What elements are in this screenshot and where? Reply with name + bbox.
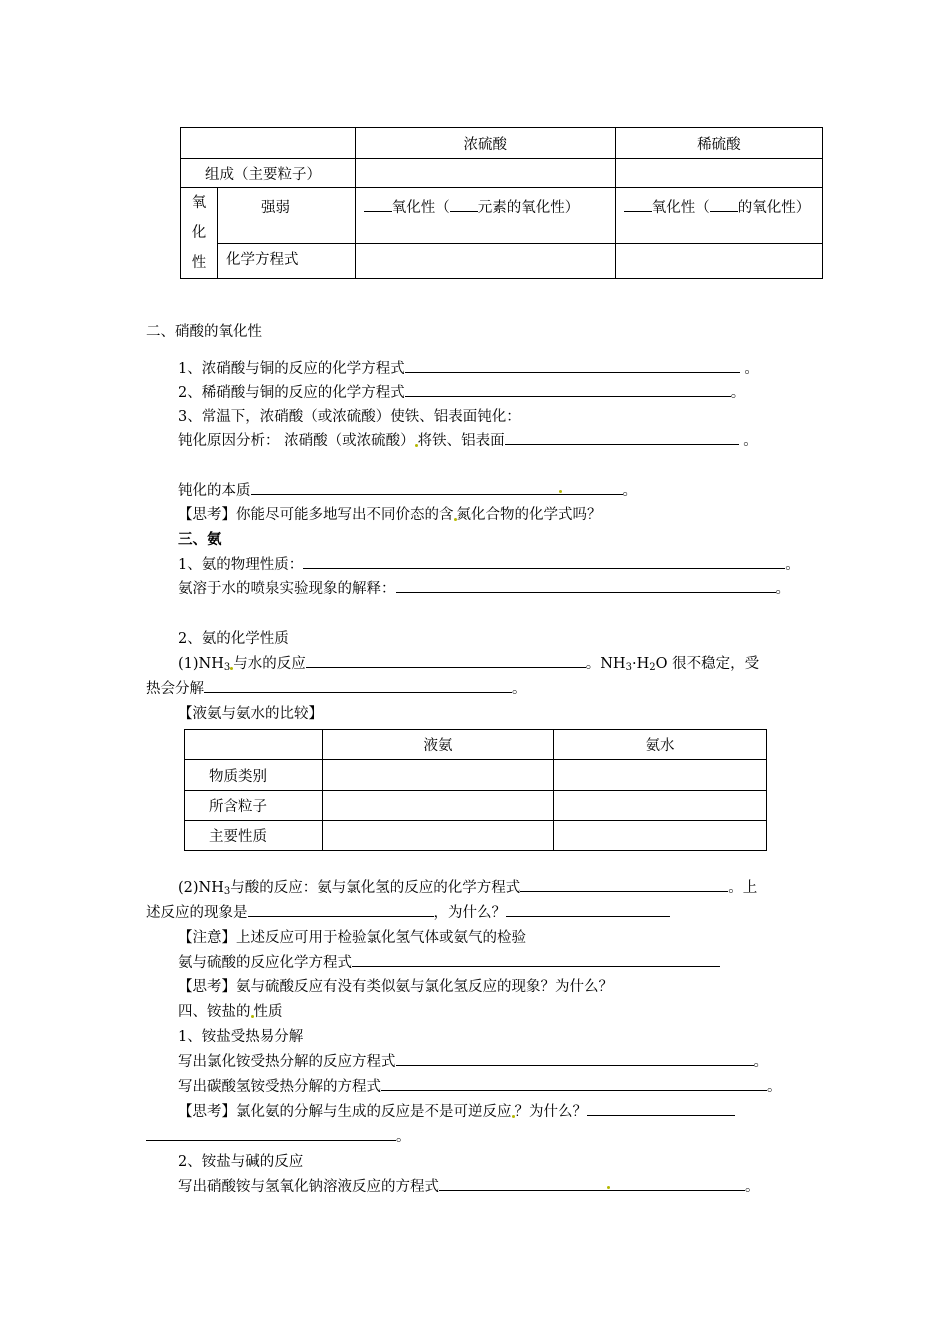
section3-think: 【思考】氨与硫酸反应有没有类似氨与氯化氢反应的现象？为什么？ xyxy=(178,979,613,995)
answer-line[interactable] xyxy=(381,1076,767,1091)
text: 氧化性（ xyxy=(391,200,450,216)
dot-mark xyxy=(607,1186,610,1189)
answer-line[interactable] xyxy=(520,877,728,892)
text: 。上 xyxy=(728,880,758,896)
ammonia-compare-table xyxy=(184,729,767,851)
text: 与酸的反应：氨与氯化氢的反应的化学方程式 xyxy=(230,880,521,896)
text: 性质 xyxy=(253,1004,283,1020)
answer-line[interactable] xyxy=(506,902,670,917)
text: 氧化性（ xyxy=(651,200,710,216)
answer-line[interactable] xyxy=(505,430,739,445)
text: 。 xyxy=(730,385,746,401)
table2-row-label: 主要性质 xyxy=(185,821,323,851)
text: ·H xyxy=(631,656,650,672)
answer-line[interactable] xyxy=(248,902,434,917)
oxidizing-char: 性 xyxy=(191,255,207,271)
section3-sulfuric xyxy=(178,951,720,972)
section4-heat: 1、铵盐受热易分解 xyxy=(178,1029,304,1045)
oxidizing-char: 氧 xyxy=(191,195,207,211)
text: 将铁、铝表面 xyxy=(417,433,505,449)
table2-cell[interactable] xyxy=(323,791,554,821)
oxidizing-char: 化 xyxy=(191,225,207,241)
section4-title xyxy=(178,1000,283,1021)
section2-essence xyxy=(178,479,637,500)
section3-note: 【注意】上述反应可用于检验氯化氢气体或氨气的检验 xyxy=(178,930,526,946)
table2-row-label: 物质类别 xyxy=(185,760,323,791)
table1-dilute-strength[interactable] xyxy=(615,188,822,244)
text: 元素的氧化性） xyxy=(477,200,580,216)
text: ？为什么？ xyxy=(514,1104,587,1120)
table1-row-composition: 组成（主要粒子） xyxy=(181,159,356,188)
answer-line[interactable] xyxy=(204,678,512,693)
section2-think xyxy=(178,503,602,524)
subscript: 3 xyxy=(625,662,632,673)
text: 氨与硫酸的反应化学方程式 xyxy=(178,955,352,971)
text: 。 xyxy=(785,557,800,573)
table2-cell[interactable] xyxy=(323,760,554,791)
text: 1、浓硝酸与铜的反应的化学方程式 xyxy=(178,361,405,377)
section3-title: 三、氨 xyxy=(178,531,222,548)
text: 写出碳酸氢铵受热分解的方程式 xyxy=(178,1079,381,1095)
dot-mark xyxy=(559,490,562,493)
text: 。 xyxy=(745,1179,760,1195)
text: 。 xyxy=(396,1129,411,1145)
table1-header-conc: 浓硫酸 xyxy=(355,128,615,159)
section4-base: 2、铵盐与碱的反应 xyxy=(178,1154,304,1170)
subscript: 3 xyxy=(223,886,231,897)
text: 写出氯化铵受热分解的反应方程式 xyxy=(178,1054,396,1070)
answer-line[interactable] xyxy=(587,1101,735,1116)
text: 述反应的现象是 xyxy=(146,905,248,921)
section4-nh4no3 xyxy=(178,1175,760,1196)
text: 1、氨的物理性质： xyxy=(178,557,304,573)
answer-line[interactable] xyxy=(396,1051,754,1066)
section2-q3-reason xyxy=(178,429,758,450)
answer-line[interactable] xyxy=(396,578,776,593)
section2-q3: 3、常温下，浓硝酸（或浓硫酸）使铁、铝表面钝化： xyxy=(178,409,521,425)
text: 热会分解 xyxy=(146,681,204,697)
answer-line[interactable] xyxy=(146,1126,396,1141)
blank[interactable] xyxy=(624,198,652,212)
section2-q1 xyxy=(178,357,759,378)
answer-line[interactable] xyxy=(405,358,740,373)
table1-conc-strength[interactable] xyxy=(355,188,615,244)
text: 写出硝酸铵与氢氧化钠溶液反应的方程式 xyxy=(178,1179,439,1195)
text: 。 xyxy=(512,681,527,697)
section4-nh4cl xyxy=(178,1050,768,1071)
text: 【思考】你能尽可能多地写出不同价态的含 xyxy=(178,507,454,523)
text: 。NH xyxy=(585,656,626,672)
section3-water-line2 xyxy=(146,677,527,698)
section2-q2 xyxy=(178,381,745,402)
answer-line[interactable] xyxy=(352,952,720,967)
table1-corner xyxy=(181,128,356,159)
table2-row-label: 所含粒子 xyxy=(185,791,323,821)
table1-header-dilute: 稀硫酸 xyxy=(615,128,822,159)
text: (1)NH xyxy=(178,656,224,672)
text: 与水的反应 xyxy=(233,656,306,672)
answer-line[interactable] xyxy=(439,1176,745,1191)
table2-header-liquid: 液氨 xyxy=(323,730,554,760)
table2-cell[interactable] xyxy=(554,821,767,851)
text: 的氧化性） xyxy=(737,200,811,216)
answer-line[interactable] xyxy=(303,554,785,569)
table2-corner xyxy=(185,730,323,760)
table1-oxidizing-label xyxy=(181,188,218,279)
blank[interactable] xyxy=(364,198,392,212)
table2-cell[interactable] xyxy=(554,760,767,791)
answer-line[interactable] xyxy=(405,382,731,397)
section4-nh4hco3 xyxy=(178,1075,782,1096)
text: 钝化的本质 xyxy=(178,483,251,499)
answer-line[interactable] xyxy=(251,480,623,495)
text: 。 xyxy=(622,483,637,499)
table1-cell[interactable] xyxy=(615,244,822,279)
text: 。 xyxy=(753,1054,768,1070)
subscript: 3 xyxy=(223,662,231,673)
section3-physical xyxy=(178,553,800,574)
blank[interactable] xyxy=(710,198,738,212)
section3-acid xyxy=(178,876,757,897)
text: 。 xyxy=(775,581,790,597)
section3-fountain xyxy=(178,577,790,598)
table1-cell[interactable] xyxy=(615,159,822,188)
text: 。 xyxy=(767,1079,782,1095)
section4-think-line2 xyxy=(146,1125,411,1146)
text: 氨溶于水的喷泉实验现象的解释： xyxy=(178,581,396,597)
text: 。 xyxy=(739,361,759,377)
text: 【思考】氯化氨的分解与生成的反应是不是可逆反应 xyxy=(178,1104,512,1120)
compare-title: 【液氨与氨水的比较】 xyxy=(178,706,323,722)
text: 氮化合物的化学式吗？ xyxy=(456,507,602,523)
text: 。 xyxy=(738,433,758,449)
answer-line[interactable] xyxy=(306,653,586,668)
text: 钝化原因分析： 浓硝酸（或浓硫酸） xyxy=(178,433,415,449)
text: (2)NH xyxy=(178,880,224,896)
text: ，为什么？ xyxy=(433,905,506,921)
text: 四、铵盐的 xyxy=(178,1004,251,1020)
section3-acid-line2 xyxy=(146,901,670,922)
table1-cell[interactable] xyxy=(355,244,615,279)
section3-chemical: 2、氨的化学性质 xyxy=(178,631,289,647)
table2-cell[interactable] xyxy=(554,791,767,821)
table2-cell[interactable] xyxy=(323,821,554,851)
section3-water: $(1)NH_3$ 与水的反应 。$NH_3\cdot H_2O$ 很不稳定，受 xyxy=(178,652,759,673)
blank[interactable] xyxy=(450,198,478,212)
section2-title: 二、硝酸的氧化性 xyxy=(146,324,262,340)
table1-row-strength: 强弱 xyxy=(218,188,356,244)
text: O 很不稳定，受 xyxy=(655,656,760,672)
table1-cell[interactable] xyxy=(355,159,615,188)
table1-row-equation: 化学方程式 xyxy=(218,244,356,279)
text: 2、稀硝酸与铜的反应的化学方程式 xyxy=(178,385,405,401)
sulfuric-acid-table xyxy=(180,127,823,279)
table2-header-aqueous: 氨水 xyxy=(554,730,767,760)
section4-think xyxy=(178,1100,735,1121)
